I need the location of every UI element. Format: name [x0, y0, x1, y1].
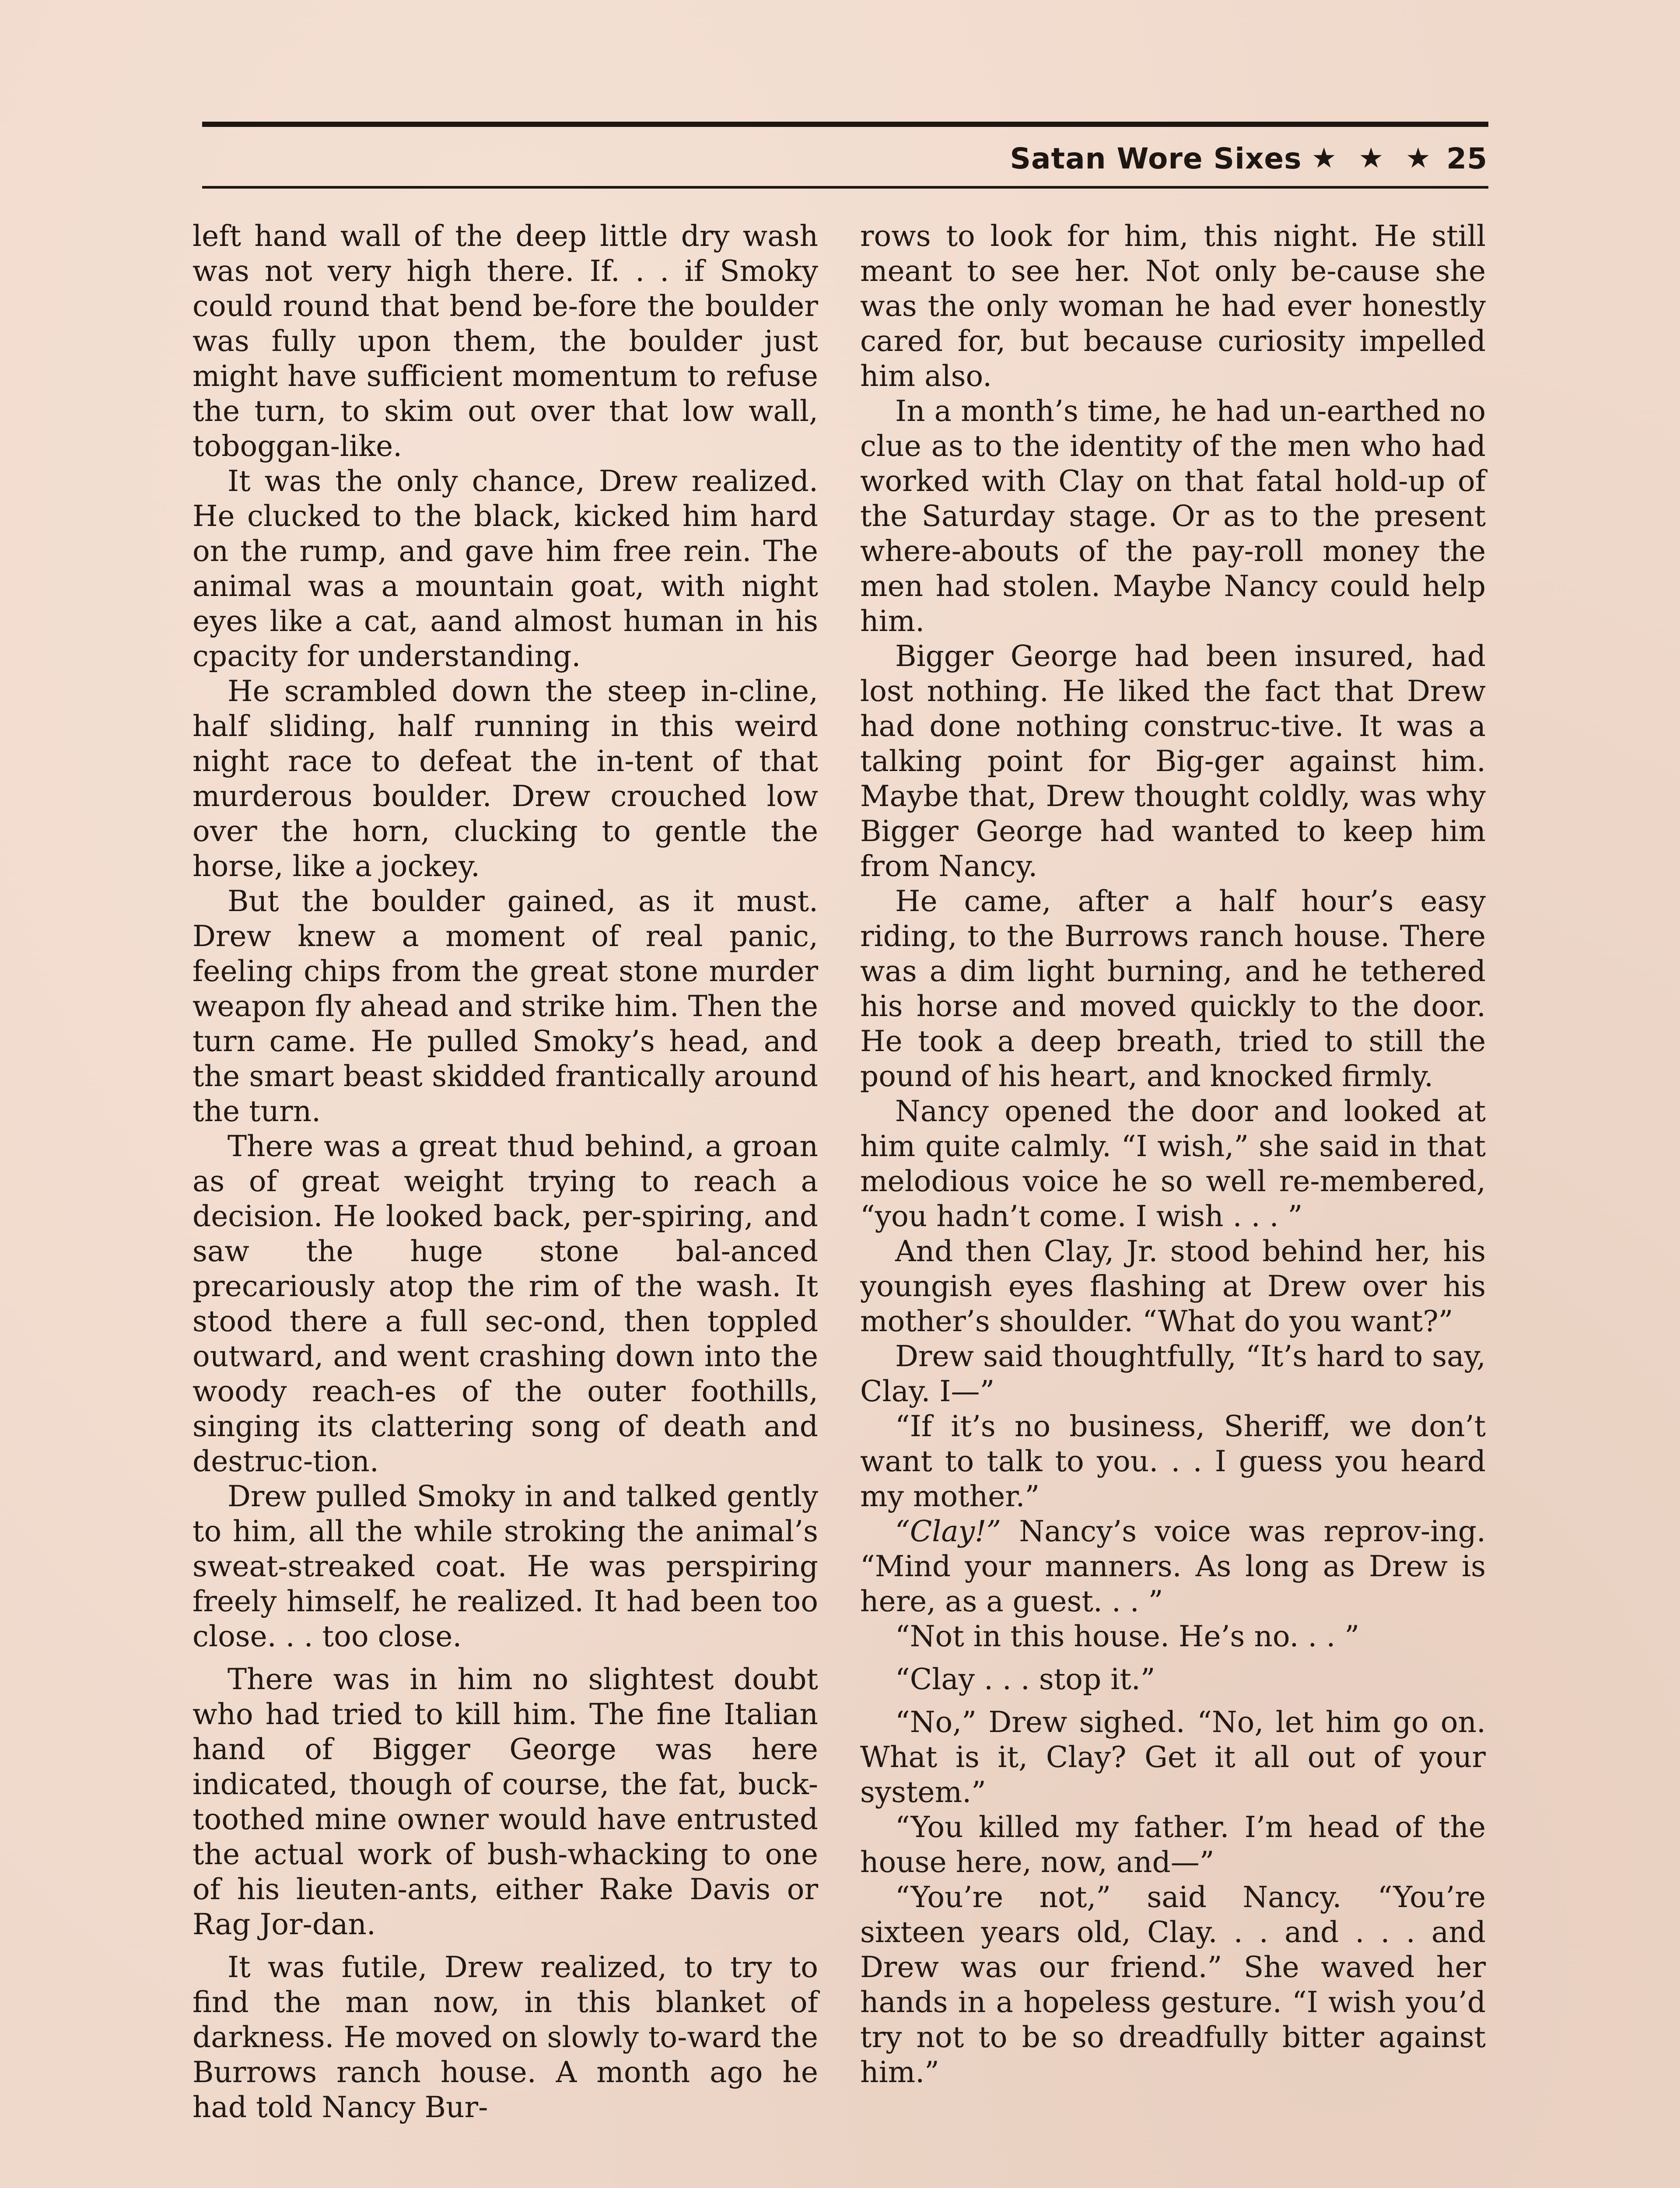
paragraph: There was a great thud behind, a groan as of great weight trying to reach a decision. He looked back, per-spiring, and saw the huge stone bal-anced precariously atop the rim of the wash. It stood there a full sec-ond, then toppled outward, and went crashing down into the woody reach-es of the outer foothills, singing its clattering song of death and destruc-tion.: [192, 1129, 818, 1478]
left-column: [192, 219, 818, 2125]
paragraph: [860, 1514, 1486, 1619]
paragraph: He came, after a half hour’s easy riding, to the Burrows ranch house. There was a dim light burning, and he tethered his horse and moved quickly to the door. He took a deep breath, tried to still the pound of his heart, and knocked firmly.: [860, 884, 1486, 1093]
paragraph: “If it’s no business, Sheriff, we don’t want to talk to you. . . I guess you heard my mother.”: [860, 1410, 1486, 1513]
paragraph: “You killed my father. I’m head of the house here, now, and—”: [860, 1810, 1486, 1879]
story-title: Satan Wore Sixes: [1010, 141, 1302, 175]
clay-exclamation: “Clay!”: [895, 1515, 1001, 1548]
paragraph: rows to look for him, this night. He still meant to see her. Not only be-cause she was the only woman he had ever honestly cared for, but because curiosity impelled him also.: [860, 219, 1486, 393]
paragraph: In a month’s time, he had un-earthed no clue as to the identity of the men who had worked with Clay on that fatal hold-up of the Saturday stage. Or as to the present where-abouts of the pay-roll money the men had stolen. Maybe Nancy could help him.: [860, 394, 1486, 638]
paragraph: Bigger George had been insured, had lost nothing. He liked the fact that Drew had done nothing construc-tive. It was a talking point for Big-ger against him. Maybe that, Drew thought coldly, was why Bigger George had wanted to keep him from Nancy.: [860, 639, 1486, 883]
header-rule-top: [202, 122, 1488, 127]
paragraph-text: Nancy’s voice was reprov-ing. “Mind your manners. As long as Drew is here, as a guest. . . ”: [860, 1515, 1486, 1618]
paragraph: And then Clay, Jr. stood behind her, his youngish eyes flashing at Drew over his mother’s shoulder. “What do you want?”: [860, 1234, 1486, 1338]
paragraph: He scrambled down the steep in-cline, half sliding, half running in this weird night race to defeat the in-tent of that murderous boulder. Drew crouched low over the horn, clucking to gentle the horse, like a jockey.: [192, 674, 818, 883]
paragraph: It was futile, Drew realized, to try to find the man now, in this blanket of darkness. He moved on slowly to-ward the Burrows ranch house. A month ago he had told Nancy Bur-: [192, 1950, 818, 2124]
header-rule-bottom: [202, 186, 1488, 189]
running-head: [1010, 137, 1488, 180]
paragraph: “You’re not,” said Nancy. “You’re sixteen years old, Clay. . . and . . . and Drew was our friend.” She waved her hands in a hopeless gesture. “I wish you’d try not to be so dreadfully bitter against him.”: [860, 1880, 1486, 2089]
paragraph: It was the only chance, Drew realized. He clucked to the black, kicked him hard on the rump, and gave him free rein. The animal was a mountain goat, with night eyes like a cat, aand almost human in his cpacity for understanding.: [192, 464, 818, 673]
paragraph: There was in him no slightest doubt who had tried to kill him. The fine Italian hand of Bigger George was here indicated, though of course, the fat, buck-toothed mine owner would have entrusted the actual work of bush-whacking to one of his lieuten-ants, either Rake Davis or Rag Jor-dan.: [192, 1662, 818, 1941]
paragraph: Drew pulled Smoky in and talked gently to him, all the while stroking the animal’s sweat-streaked coat. He was perspiring freely himself, he realized. It had been too close. . . too close.: [192, 1480, 818, 1653]
paragraph: Nancy opened the door and looked at him quite calmly. “I wish,” she said in that melodious voice he so well re-membered, “you hadn’t come. I wish . . . ”: [860, 1094, 1486, 1233]
paragraph: “Clay . . . stop it.”: [895, 1662, 1155, 1696]
paragraph: “No,” Drew sighed. “No, let him go on. What is it, Clay? Get it all out of your system.”: [860, 1705, 1486, 1809]
star-ornament: ★ ★ ★: [1311, 142, 1437, 175]
paragraph: Drew said thoughtfully, “It’s hard to say, Clay. I—”: [860, 1339, 1486, 1408]
paragraph: left hand wall of the deep little dry wash was not very high there. If. . . if Smoky could round that bend be-fore the boulder was fully upon them, the boulder just might have sufficient momentum to refuse the turn, to skim out over that low wall, toboggan-like.: [192, 219, 818, 463]
paragraph: “Not in this house. He’s no. . . ”: [895, 1620, 1360, 1653]
page-number: 25: [1446, 141, 1488, 175]
paragraph: But the boulder gained, as it must. Drew knew a moment of real panic, feeling chips from the great stone murder weapon fly ahead and strike him. Then the turn came. He pulled Smoky’s head, and the smart beast skidded frantically around the turn.: [192, 884, 818, 1128]
right-column: [860, 219, 1486, 2090]
